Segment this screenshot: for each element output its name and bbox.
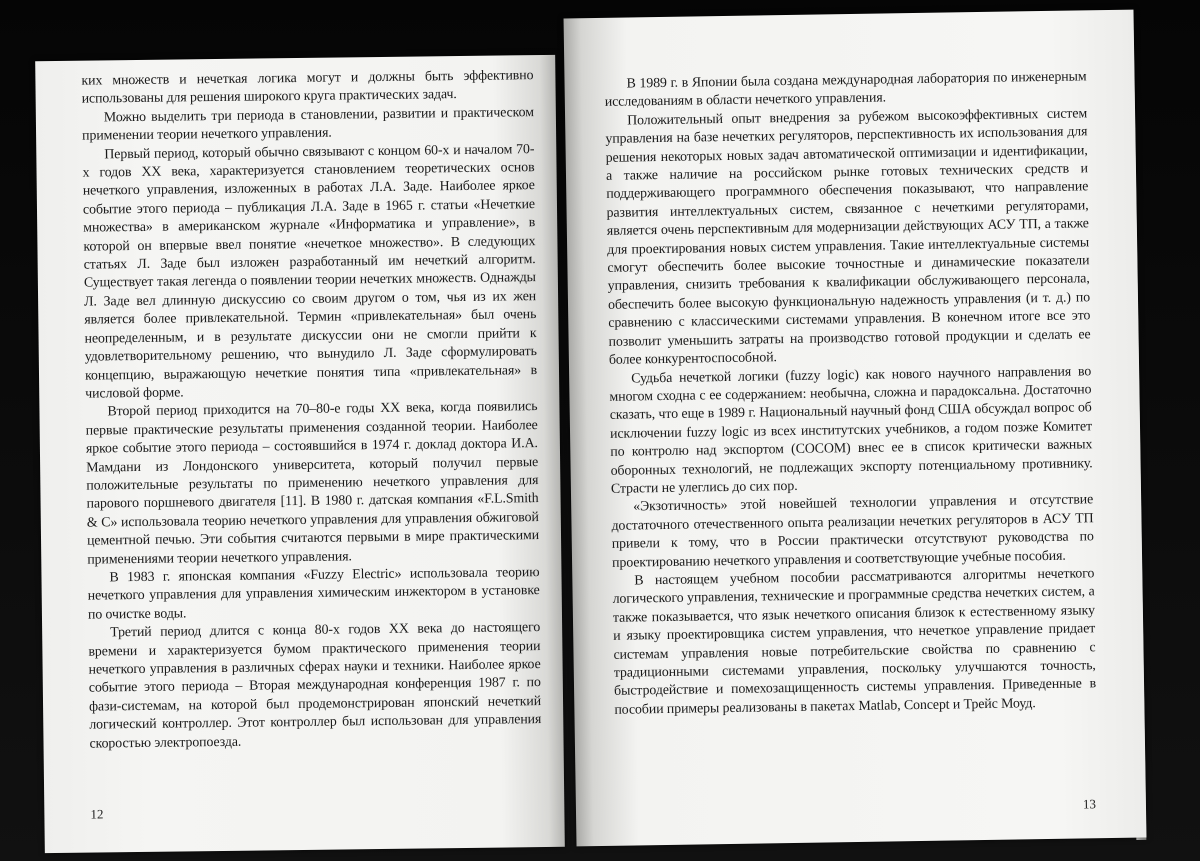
paragraph: В настоящем учебном пособии рассматриваются алгоритмы нечеткого логического управления, технические и программные средства нечетких систем, а также показывается, что язык нечеткого описания близок к естественному языку и языку проектировщика систем управления, что нечеткое управление придает системам управления новые потребительские свойства по сравнению с традиционными системами управления, поскольку улучшаются точность, быстродействие и помехозащищенность системы управления. Приведенные в пособии примеры реализованы в пакетах Matlab, Concept и Трейс Моуд. [612, 566, 1097, 718]
right-page [564, 10, 1147, 847]
paragraph: В 1983 г. японская компания «Fuzzy Electric» использовала теорию нечеткого управления для управления химическим инжектором в установке по очистке воды. [87, 565, 540, 623]
paragraph: Можно выделить три периода в становлении, развитии и практическом применении теории нечеткого управления. [82, 104, 534, 144]
paragraph: Третий период длится с конца 80-х годов XX века до настоящего времени и характеризуется бумом практического применения теории нечеткого управления в различных сферах науки и техники. Наиболее яркое событие этого периода – Вторая международная конференция 1987 г. по фази-системам, на которой был продемонстрирован японский нечеткий логический контроллер. Этот контроллер был использован для управления скоростью электропоезда. [88, 620, 542, 752]
paragraph: Судьба нечеткой логики (fuzzy logic) как нового научного направления во многом сходна с ее содержанием: необычна, сложна и парадоксальна. Достаточно сказать, что еще в 1989 г. Национальный научный фонд США обсуждал вопрос об исключении fuzzy logic из всех институтских учебников, а годом позже Комитет по контролю над экспортом (COCOM) внес ее в список критически важных оборонных технологий, не подлежащих экспорту потенциальному противнику. Страсти не улеглись до сих пор. [609, 363, 1093, 497]
paragraph: Первый период, который обычно связывают с концом 60-х и началом 70-х годов XX века, характеризуется становлением теоретических основ нечеткого управления, изложенных в работах Л.А. Заде. Наиболее яркое событие этого периода – публикация Л.А. Заде в 1965 г. статьи «Нечеткие множества» в американском журнале «Информатика и управление», в которой он впервые ввел понятие «нечеткое множество». В следующих статьях Л. Заде был изложен разработанный им нечеткий алгоритм. Существует такая легенда о появлении теории нечетких множеств. Однажды Л. Заде вел длинную дискуссию со своим другом о том, чья из их жен является более привлекательной. Термин «привлекательная» был очень неопределенным, и в результате дискуссии они не смогли прийти к удовлетворительному решению, что вынудило Л. Заде сформулировать концепцию, выражающую нечеткие понятия типа «привлекательная» в числовой форме. [82, 141, 538, 402]
left-page-text [81, 67, 541, 754]
right-page-text [604, 68, 1096, 720]
paragraph: «Экзотичность» этой новейшей технологии управления и отсутствие достаточного отечественного опыта реализации нечетких регуляторов в АСУ ТП привели к тому, что в России практически отсутствуют руководства по проектированию нечеткого управления и соответствующие учебные пособия. [611, 492, 1094, 571]
page-number-right: 13 [1082, 796, 1097, 812]
paragraph: Положительный опыт внедрения за рубежом высокоэффективных систем управления на базе нечетких регуляторов, перспективность их использования для решения некоторых новых задач автоматической оптимизации и идентификации, а также наличие на российском рынке готовых технических средств и поддерживающего программного обеспечения показывают, что направление развития интеллектуальных систем, связанное с нечеткими регуляторами, является очень перспективным для модернизации действующих АСУ ТП, а также для проектирования новых систем управления. Такие интеллектуальные системы смогут обеспечить более высокие точностные и динамические показатели управления, снизить требования к квалификации обслуживающего персонала, обеспечить более высокую функциональную надежность управления (и т. д.) по сравнению с классическими системами управления. В конечном итоге все это позволит уменьшить затраты на производство готовой продукции и сделать ее более конкурентоспособной. [605, 106, 1091, 368]
page-number-left: 12 [90, 806, 104, 822]
paragraph: В 1989 г. в Японии была создана международная лаборатория по инженерным исследованиям в области нечеткого управления. [604, 69, 1087, 111]
paragraph: Второй период приходится на 70–80-е годы XX века, когда появились первые практические результаты применения созданной теории. Наиболее яркое событие этого периода – состоявшийся в 1974 г. доклад доктора И.А. Мамдани из Лондонского университета, который получил первые положительные результаты по применению нечеткого управления для парового поршневого двигателя [11]. В 1980 г. датская компания «F.L.Smith & C» использовала теорию нечеткого управления для управления обжиговой цементной печью. Эти события считаются первыми в мире практическими применениями теории нечеткого управления. [85, 399, 540, 568]
paragraph: ких множеств и нечеткая логика могут и должны быть эффективно использованы для решения широкого круга практических задач. [81, 68, 534, 108]
left-page [35, 55, 565, 853]
